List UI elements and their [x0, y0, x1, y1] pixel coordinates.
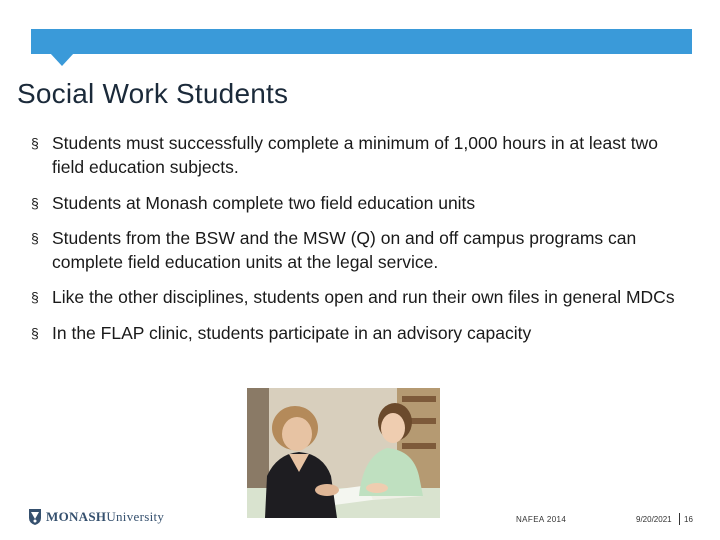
students-photo	[247, 388, 440, 518]
bullet-text: Like the other disciplines, students open and run their own files in general MDCs	[52, 287, 675, 307]
bullet-item	[31, 226, 691, 274]
bullet-text: Students from the BSW and the MSW (Q) on and off campus programs can complete field education units at the legal service.	[52, 228, 637, 272]
header-accent-notch	[50, 53, 74, 66]
bullet-list	[31, 131, 691, 345]
monash-logo	[28, 508, 164, 526]
bullet-marker-icon: §	[31, 325, 39, 341]
bullet-item	[31, 285, 691, 309]
bullet-marker-icon: §	[31, 289, 39, 305]
logo-wordmark-bold: MONASH	[46, 509, 107, 524]
bullet-marker-icon: §	[31, 230, 39, 246]
bullet-marker-icon: §	[31, 195, 39, 211]
bullet-text: Students at Monash complete two field education units	[52, 193, 476, 213]
bullet-text: Students must successfully complete a minimum of 1,000 hours in at least two field education subjects.	[52, 133, 658, 177]
bullet-item	[31, 131, 691, 179]
header-accent-bar	[31, 29, 692, 54]
bullet-text: In the FLAP clinic, students participate in an advisory capacity	[52, 323, 532, 343]
bullet-item	[31, 191, 691, 215]
bullet-marker-icon: §	[31, 135, 39, 151]
bullet-item	[31, 321, 691, 345]
monash-shield-icon	[28, 508, 42, 526]
slide-number: 16	[684, 515, 693, 524]
logo-wordmark-light: University	[106, 509, 165, 524]
footer-event-label: NAFEA 2014	[516, 515, 567, 524]
slide-title: Social Work Students	[17, 78, 289, 109]
logo-wordmark	[46, 509, 164, 525]
footer-divider	[679, 513, 680, 525]
footer-date: 9/20/2021	[636, 515, 672, 524]
